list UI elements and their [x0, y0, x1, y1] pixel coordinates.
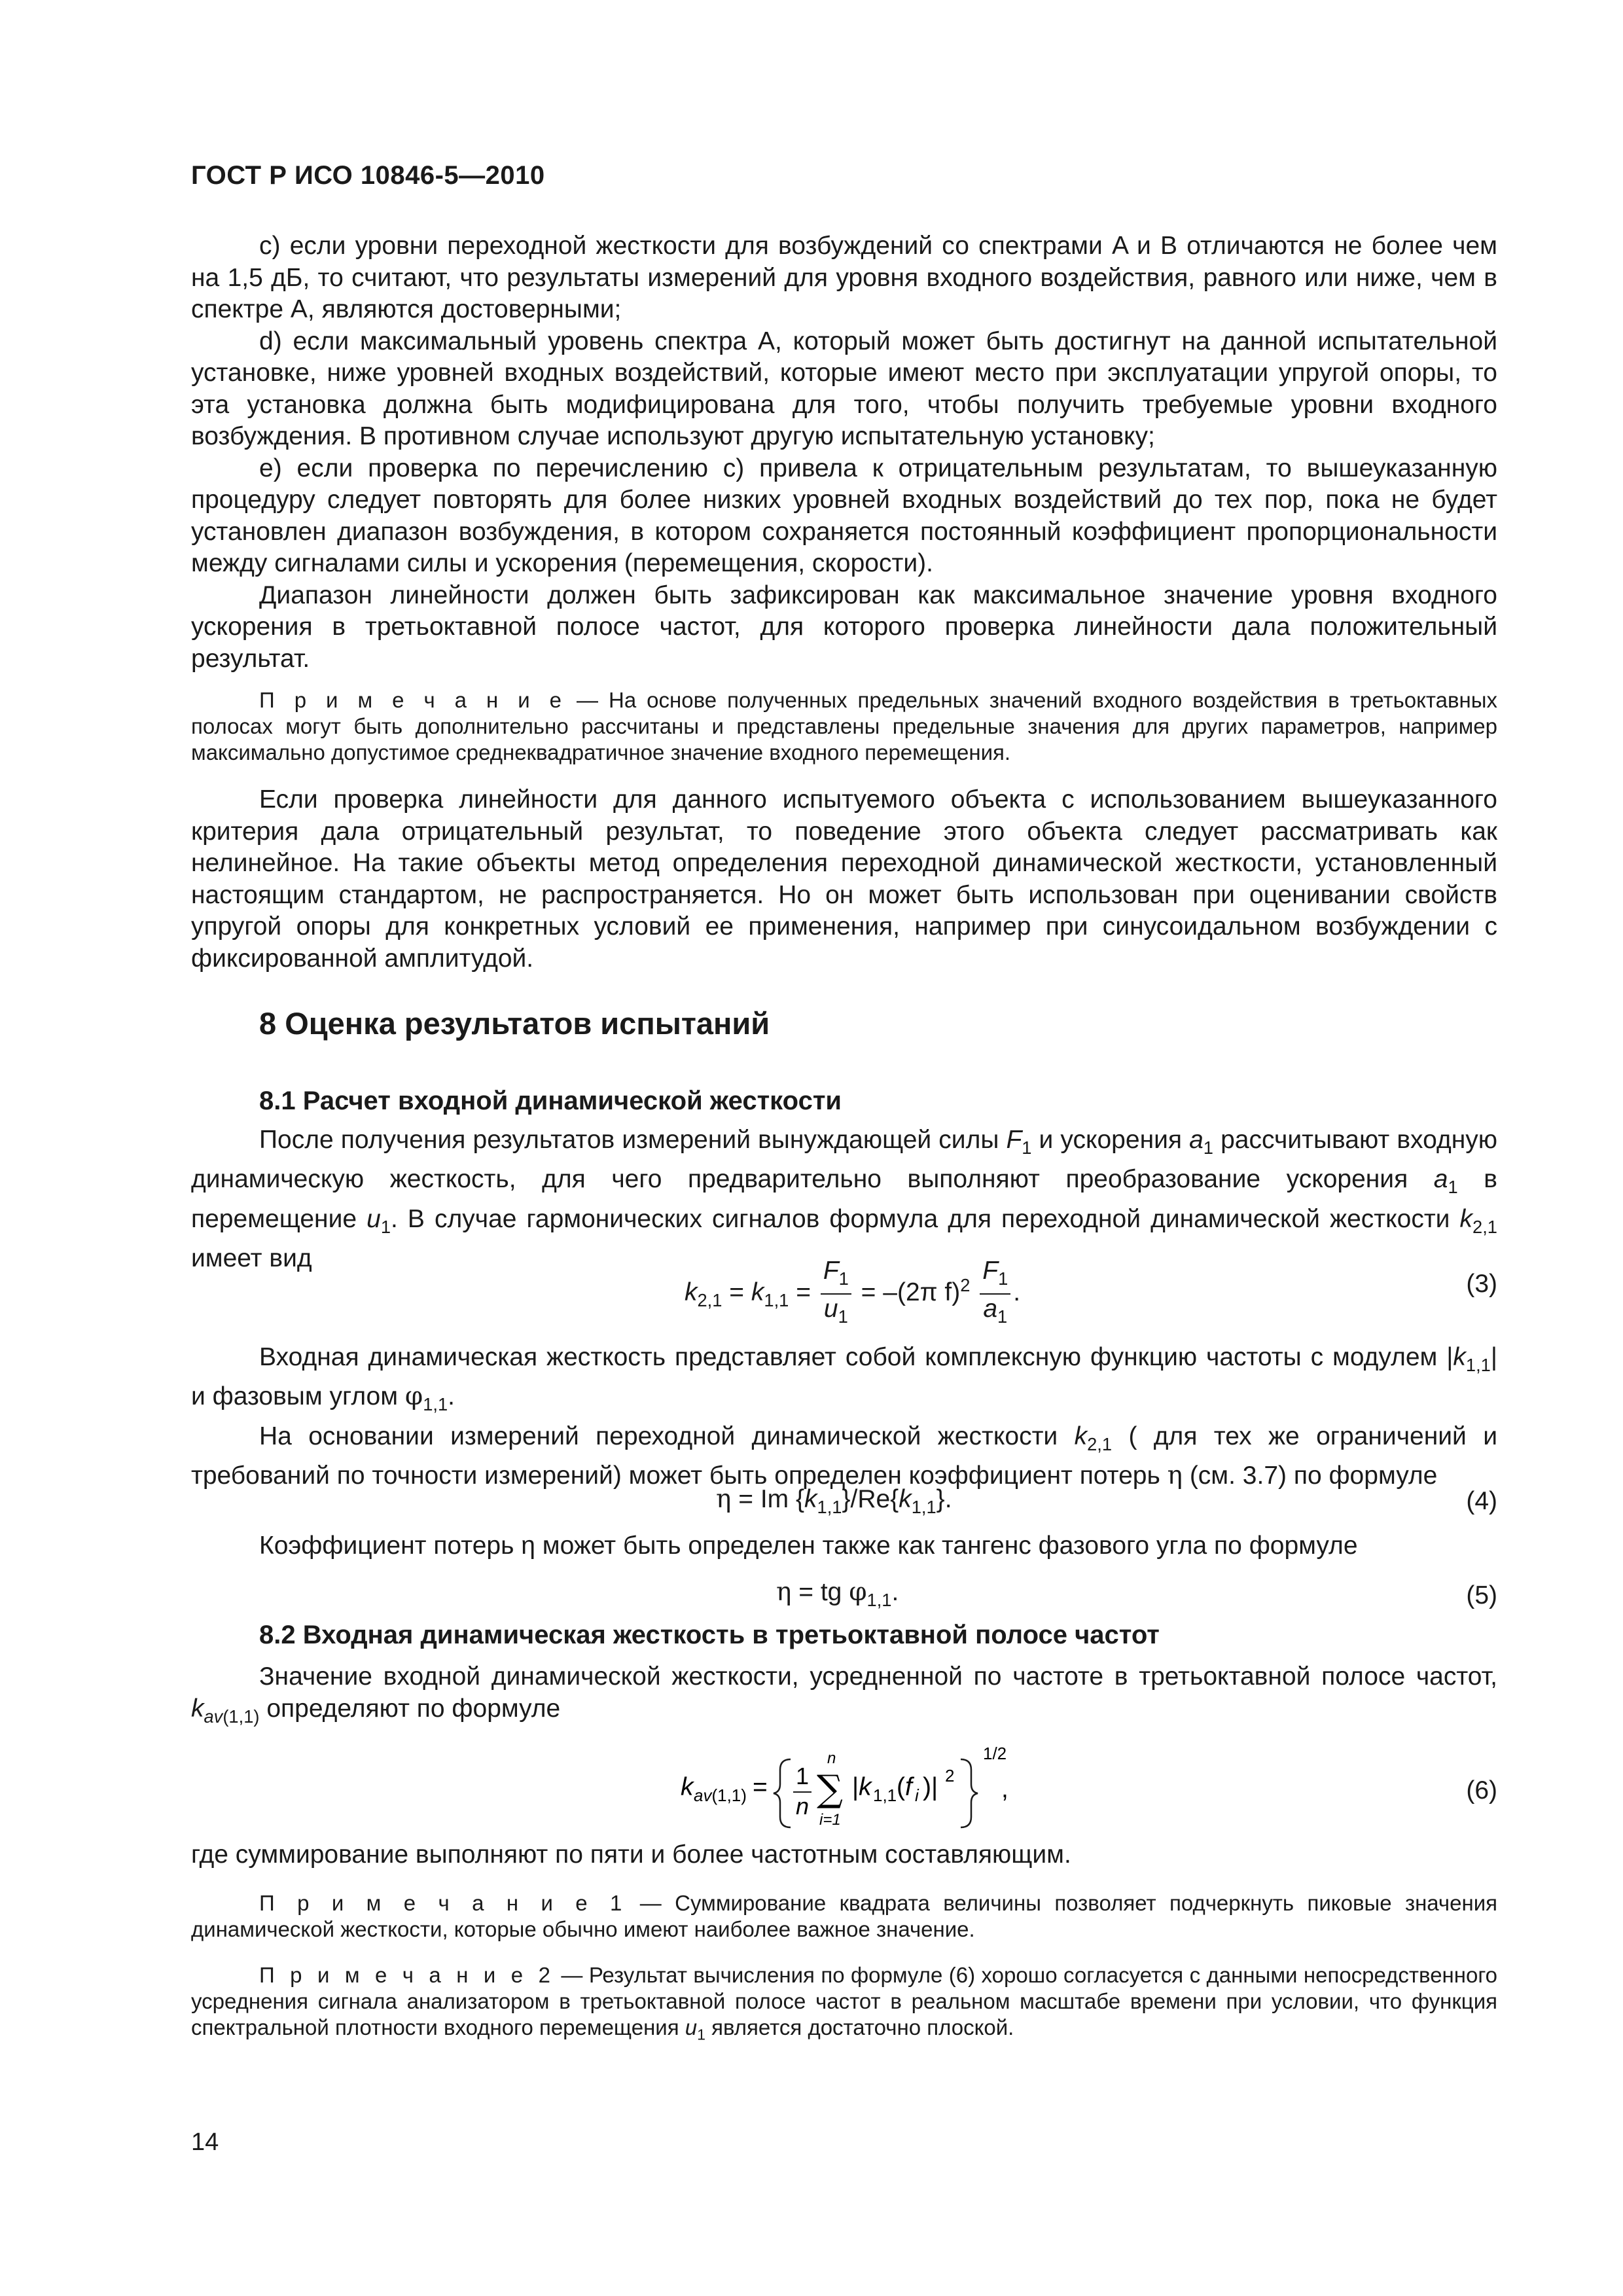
paragraph-item-d: d) если максимальный уровень спектра A, который может быть достигнут на данной испытательной установке, ниже уровней входных воздействий, которые имеют место при эксплуатации упругой опоры, то эта установка должна быть модифицирована для того, чтобы получить требуемые уровни входного возбуждения. В противном случае используют другую испытательную установку;: [191, 327, 1497, 450]
section-8-1-paragraph-1: После получения результатов измерений вынуждающей силы $F_1$ и ускорения $a_1$ рассчитывают входную динамическую жесткость, для чего предварительно выполняют преобразование ускорения $a_1$ в перемещение $u_1$. В случае гармонических сигналов формула для переходной динамической жесткости $k_{2,1}$ имеет вид: [191, 1126, 1497, 1272]
svg-text:1,1: 1,1: [873, 1785, 897, 1805]
note-top: [191, 687, 1497, 766]
equation-4: η = Im $\{k_{1,1}\}/Re\{k_{1,1}\}$.: [716, 1484, 952, 1517]
equation-5: η = tg $\varphi_{1,1}$.: [776, 1577, 899, 1610]
document-header: ГОСТ Р ИСО 10846-5—2010: [191, 161, 545, 190]
svg-text:|k: |k: [852, 1773, 872, 1801]
paragraph-item-c: c) если уровни переходной жесткости для возбуждений со спектрами A и B отличаются не более чем на 1,5 дБ, то считают, что результаты измерений для уровня входного воздействия, равного или ниже, чем в спектре A, являются достоверными;: [191, 232, 1497, 323]
svg-text:n: n: [796, 1793, 810, 1820]
equation-4-number: (4): [1466, 1487, 1497, 1515]
svg-text:)|: )|: [923, 1773, 938, 1801]
svg-text:1/2: 1/2: [983, 1744, 1007, 1763]
section-8-2-paragraph-2: где суммирование выполняют по пяти и более частотным составляющим.: [191, 1840, 1071, 1869]
equation-3: $k_{2,1} = k_{1,1}$ = $\frac{F_1}{u_1}$ = –(2π f)$^2$ $\frac{F_1}{a_1}$ .: [685, 1257, 1021, 1327]
note-label: П р и м е ч а н и е: [259, 688, 567, 712]
top-text-block: [191, 230, 1497, 675]
equation-6-graphic: [681, 1741, 1034, 1839]
equation-6-number: (6): [1466, 1776, 1497, 1804]
note-text: — На основе полученных предельных значений входного воздействия в третьоктавных полосах могут быть дополнительно рассчитаны и представлены предельные значения для других параметров, например максимально допустимое среднеквадратичное значение входного перемещения.: [191, 688, 1497, 764]
paragraph-item-e: e) если проверка по перечислению c) привела к отрицательным результатам, то вышеуказанную процедуру следует повторять для более низких уровней входных воздействий до тех пор, пока не будет установлен диапазон возбуждения, в котором сохраняется постоянный коэффициент пропорциональности между сигналами силы и ускорения (перемещения, скорости).: [191, 454, 1497, 577]
paragraph-nonlinear: Если проверка линейности для данного испытуемого объекта с использованием вышеуказанного критерия дала отрицательный результат, то поведение этого объекта следует рассматривать как нелинейное. На такие объекты метод определения переходной динамической жесткости, установленный настоящим стандартом, не распространяется. Но он может быть использован при оценивании свойств упругой опоры для конкретных условий ее применения, например при синусоидальном возбуждении с фиксированной амплитудой.: [191, 785, 1497, 973]
note-2: П р и м е ч а н и е 2 — Результат вычисления по формуле (6) хорошо согласуется с данными непосредственного усреднения сигнала анализатором в третьоктавной полосе частот в реальном масштабе времени при условии, что функция спектральной плотности входного перемещения $u_1$ является достаточно плоской.: [191, 1963, 1498, 2043]
svg-text:k: k: [681, 1773, 694, 1801]
section-8-1-paragraph-2: Входная динамическая жесткость представляет собой комплексную функцию частоты с модулем $|k_{1,1}|$ и фазовым углом $\varphi_{1,1}$. На основании измерений переходной динамической жесткости $k_{2,1}$ ( для тех же ограничений и требований по точности измерений) может быть определен коэффициент потерь η (см. 3.7) по формуле: [191, 1343, 1497, 1490]
svg-text:(f: (f: [897, 1773, 912, 1801]
section-8-title: 8 Оценка результатов испытаний: [259, 1006, 770, 1041]
section-8-1-title: 8.1 Расчет входной динамической жесткости: [259, 1086, 842, 1115]
svg-text:,: ,: [1001, 1775, 1008, 1803]
svg-text:i: i: [915, 1785, 919, 1805]
svg-text:i=1: i=1: [819, 1811, 841, 1829]
equation-3-number: (3): [1466, 1270, 1497, 1298]
svg-text:2: 2: [945, 1766, 955, 1785]
svg-text:1: 1: [796, 1763, 810, 1789]
note-1: П р и м е ч а н и е 1 — Суммирование квадрата величины позволяет подчеркнуть пиковые значения динамической жесткости, которые обычно имеют наиболее важное значение.: [191, 1891, 1498, 1941]
paragraph-linearity-range: Диапазон линейности должен быть зафиксирован как максимальное значение уровня входного ускорения в третьоктавной полосе частот, для которого проверка линейности дала положительный результат.: [191, 581, 1497, 673]
equation-5-number: (5): [1466, 1581, 1497, 1609]
svg-text:av(1,1): av(1,1): [694, 1785, 747, 1805]
svg-text:=: =: [753, 1773, 768, 1801]
equation-6: [681, 1741, 1034, 1839]
section-8-2-paragraph-1: Значение входной динамической жесткости, усредненной по частоте в третьоктавной полосе частот, $k_{av(1,1)}$ определяют по формуле: [191, 1662, 1497, 1727]
section-8-1-paragraph-4: Коэффициент потерь η может быть определен также как тангенс фазового угла по формуле: [259, 1532, 1358, 1560]
svg-text:∑: ∑: [817, 1768, 843, 1810]
section-8-2-title: 8.2 Входная динамическая жесткость в третьоктавной полосе частот: [259, 1621, 1160, 1649]
svg-text:n: n: [827, 1749, 836, 1767]
page-number: 14: [191, 2128, 219, 2156]
